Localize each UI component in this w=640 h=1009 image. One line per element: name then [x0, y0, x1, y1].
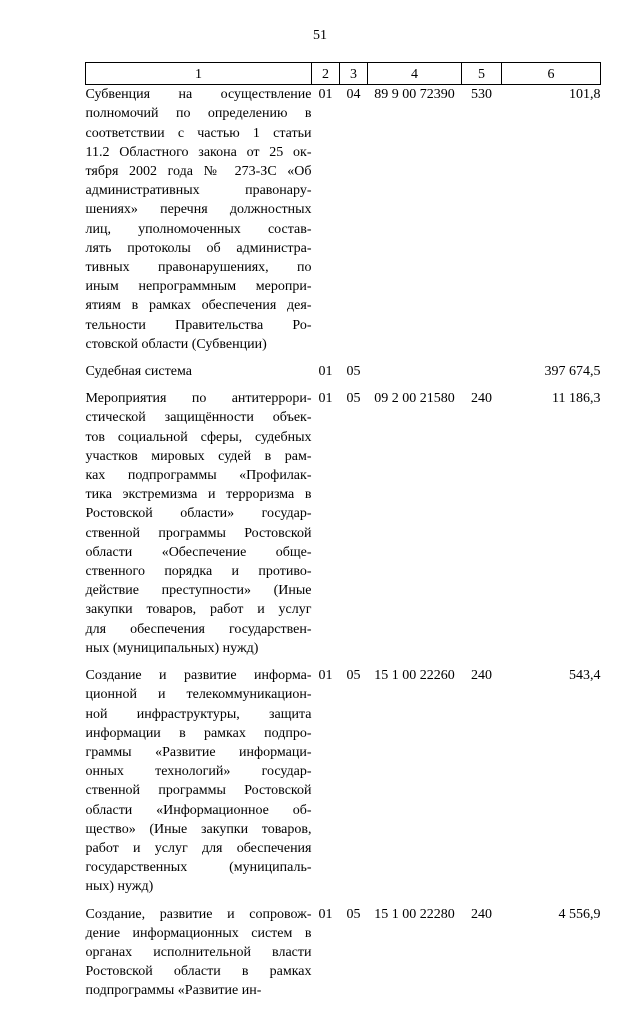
row-name-line: Субвенция на осуществление: [85, 87, 312, 103]
row-target-article: 89 9 00 72390: [374, 87, 455, 103]
row-amount: 397 674,5: [544, 364, 601, 380]
row-section-code: 01: [318, 668, 333, 684]
header-col-1: 1: [86, 63, 312, 85]
row-name-line: онных технологий» государ-: [85, 764, 312, 780]
row-section-code: 01: [318, 364, 333, 380]
row-subsection-code: 05: [346, 391, 361, 407]
row-name-cell: [86, 389, 312, 666]
row-name-line: полномочий по определению в: [85, 106, 312, 122]
row-expense-type: 530: [471, 87, 492, 103]
page-number: 51: [313, 28, 327, 43]
row-name-line: ственной программы Ростовской: [85, 525, 312, 541]
row-target-article: 09 2 00 21580: [374, 391, 455, 407]
table-body: [86, 85, 601, 1009]
row-section-code: 01: [318, 87, 333, 103]
row-expense-type: 240: [471, 391, 492, 407]
row-name-line: работ и услуг для обеспечения: [85, 840, 312, 856]
header-row: [86, 63, 601, 85]
header-col-6: 6: [502, 63, 601, 85]
row-name-cell: [86, 85, 312, 362]
row-name-line: информации в рамках подпро-: [85, 725, 312, 741]
row-name-line: тов социальной сферы, судебных: [85, 429, 312, 445]
row-name-line: тика экстремизма и терроризма в: [85, 487, 312, 503]
row-name-line: Создание, развитие и сопровож-: [85, 906, 312, 922]
row-section-code: 01: [318, 906, 333, 922]
row-name-line: граммы «Развитие информаци-: [85, 744, 312, 760]
row-name-line: иным непрограммным меропри-: [85, 279, 312, 295]
row-expense-type: 240: [471, 668, 492, 684]
row-name-line: соответствии с частью 1 статьи: [85, 125, 312, 141]
row-name-line: стовской области (Субвенции): [85, 336, 267, 352]
row-name-line: стической защищённости объек-: [85, 410, 312, 426]
row-name-line: участков мировых судей в рам-: [85, 448, 312, 464]
budget-table: [85, 62, 601, 1009]
row-name-line: тельности Правительства Ро-: [85, 317, 312, 333]
row-name-line: административных правонару-: [85, 183, 312, 199]
row-name-line: ной инфраструктуры, защита: [85, 706, 312, 722]
row-name-line: Создание и развитие информа-: [85, 668, 312, 684]
header-col-2: 2: [312, 63, 340, 85]
row-target-article: [368, 362, 462, 389]
table-row: [86, 85, 601, 362]
row-name-line: Мероприятия по антитеррори-: [85, 391, 312, 407]
row-target-article: 15 1 00 22280: [374, 906, 455, 922]
row-name-line: Ростовской области в рамках: [85, 964, 312, 980]
row-amount: 11 186,3: [552, 391, 601, 407]
row-subsection-code: 05: [346, 364, 361, 380]
row-amount: 543,4: [569, 668, 601, 684]
row-name-line: 11.2 Областного закона от 25 ок-: [85, 144, 312, 160]
row-name-line: шениях» перечня должностных: [85, 202, 312, 218]
row-name-line: ных (муниципальных) нужд): [85, 640, 259, 656]
table-row: [86, 362, 601, 389]
row-name-cell: [86, 666, 312, 904]
header-col-4: 4: [368, 63, 462, 85]
row-name-line: действие преступности» (Иные: [85, 583, 312, 599]
table-row: [86, 389, 601, 666]
row-name-cell: [86, 362, 312, 389]
table-row: [86, 666, 601, 904]
row-name-line: Судебная система: [85, 364, 192, 380]
row-name-line: области «Информационное об-: [85, 802, 312, 818]
row-subsection-code: 05: [346, 906, 361, 922]
row-name-line: тября 2002 года № 273-ЗС «Об: [85, 164, 312, 180]
row-expense-type: 240: [471, 906, 492, 922]
row-name-line: государственных (муниципаль-: [85, 860, 312, 876]
row-name-cell: [86, 905, 312, 1009]
row-target-article: 15 1 00 22260: [374, 668, 455, 684]
row-name-line: подпрограммы «Развитие ин-: [85, 983, 262, 999]
row-name-line: лиц, уполномоченных состав-: [85, 221, 312, 237]
row-name-line: ционной и телекоммуникацион-: [85, 687, 312, 703]
header-col-3: 3: [340, 63, 368, 85]
header-col-5: 5: [462, 63, 502, 85]
row-subsection-code: 05: [346, 668, 361, 684]
table-row: [86, 905, 601, 1009]
row-subsection-code: 04: [346, 87, 361, 103]
row-name-line: органах исполнительной власти: [85, 944, 312, 960]
row-name-line: тивных правонарушениях, по: [85, 260, 312, 276]
row-name-line: Ростовской области» государ-: [85, 506, 312, 522]
row-name-line: для обеспечения государствен-: [85, 621, 312, 637]
row-name-line: области «Обеспечение обще-: [85, 544, 312, 560]
row-name-line: ятиям в рамках обеспечения дея-: [85, 298, 312, 314]
row-name-line: закупки товаров, работ и услуг: [85, 602, 312, 618]
row-name-line: лять протоколы об администра-: [85, 240, 312, 256]
row-name-line: ках подпрограммы «Профилак-: [85, 468, 312, 484]
row-name-line: ственного порядка и противо-: [85, 564, 312, 580]
row-name-line: ных) нужд): [85, 879, 154, 895]
row-amount: 101,8: [569, 87, 601, 103]
row-name-line: щество» (Иные закупки товаров,: [85, 821, 312, 837]
row-amount: 4 556,9: [558, 906, 601, 922]
table-header: [86, 63, 601, 85]
row-expense-type: [462, 362, 502, 389]
row-name-line: дение информационных систем в: [85, 925, 312, 941]
row-section-code: 01: [318, 391, 333, 407]
row-name-line: ственной программы Ростовской: [85, 783, 312, 799]
